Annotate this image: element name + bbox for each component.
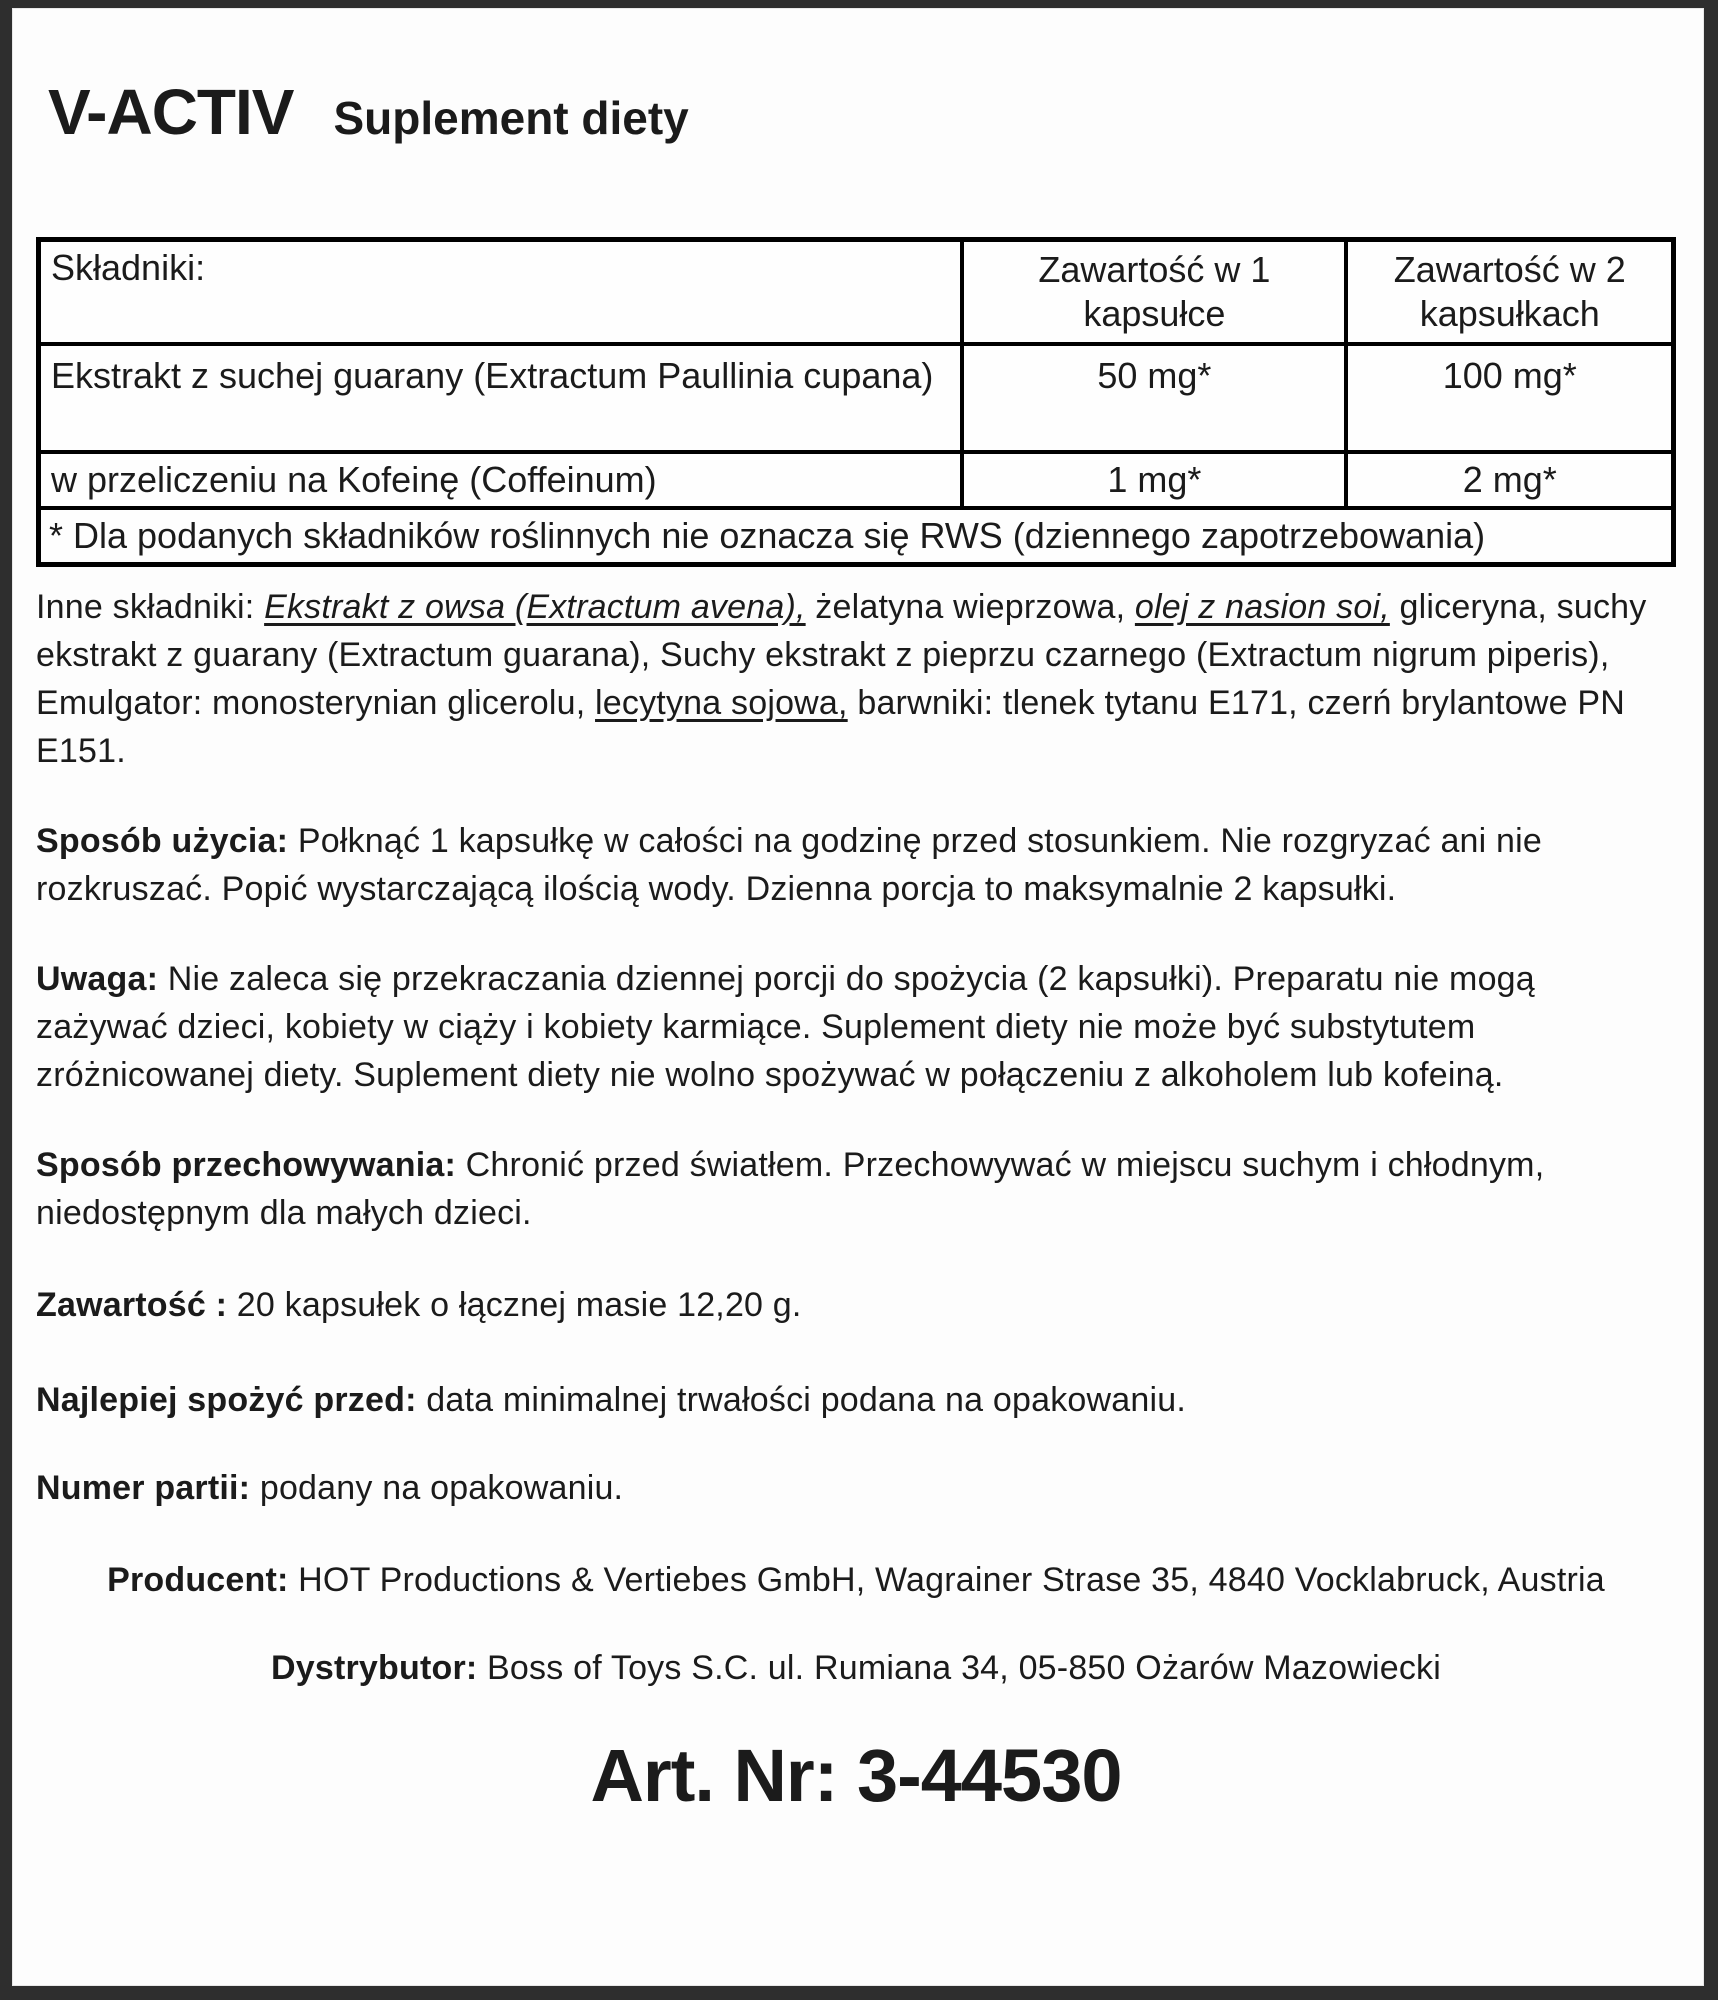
other-ingredients-paragraph — [36, 583, 1676, 775]
column-header-ingredients: Składniki: — [39, 240, 963, 345]
product-title: V-ACTIV — [48, 76, 294, 148]
contents-label: Zawartość : — [36, 1286, 228, 1324]
ingredient-amount-2: 2 mg* — [1346, 452, 1673, 508]
other-ingredients-middle-1: żelatyna wieprzowa, — [805, 588, 1135, 626]
warning-label: Uwaga: — [36, 960, 159, 998]
table-row-caffeine — [39, 452, 1674, 508]
distributor-label: Dystrybutor: — [270, 1649, 478, 1687]
producer-label: Producent: — [107, 1561, 289, 1599]
usage-label: Sposób użycia: — [36, 822, 289, 860]
ingredient-amount-1: 1 mg* — [962, 452, 1346, 508]
best-before-paragraph — [36, 1376, 1676, 1424]
batch-text: podany na opakowaniu. — [250, 1469, 624, 1507]
ingredient-name: w przeliczeniu na Kofeinę (Coffeinum) — [39, 452, 963, 508]
ingredient-name: Ekstrakt z suchej guarany (Extractum Paullinia cupana) — [39, 344, 963, 452]
other-ingredients-tail: barwniki: tlenek tytanu E171, czerń brylantowe PN E151. — [36, 684, 1625, 770]
producer-text: HOT Productions & Vertiebes GmbH, Wagrainer Strase 35, 4840 Vocklabruck, Austria — [288, 1561, 1605, 1599]
distributor-paragraph — [36, 1644, 1676, 1692]
usage-text: Połknąć 1 kapsułkę w całości na godzinę przed stosunkiem. Nie rozgryzać ani nie rozkruszać. Popić wystarczającą ilością wody. Dzienna porcja to maksymalnie 2 kapsułki. — [36, 822, 1543, 908]
batch-label: Numer partii: — [36, 1469, 251, 1507]
rws-footnote: * Dla podanych składników roślinnych nie oznacza się RWS (dziennego zapotrzebowania) — [39, 508, 1674, 565]
warning-text: Nie zaleca się przekraczania dziennej porcji do spożycia (2 kapsułki). Preparatu nie mogą zażywać dzieci, kobiety w ciąży i kobiety karmiące. Suplement diety nie może być substytutem zróżnicowanej diety. Suplement diety nie wolno spożywać w połączeniu z alkoholem lub kofeiną. — [36, 960, 1535, 1094]
article-number — [36, 1736, 1676, 1816]
article-number-label: Art. Nr: — [590, 1734, 838, 1817]
soy-lecithin-segment: lecytyna sojowa, — [595, 684, 848, 722]
other-ingredients-middle-2: gliceryna, suchy ekstrakt z guarany (Extractum guarana), Suchy ekstrakt z pieprzu czarnego (Extractum nigrum piperis), Emulgator: monosterynian glicerolu, — [36, 588, 1647, 722]
table-header-row — [39, 240, 1674, 345]
soy-oil-segment: olej z nasion soi, — [1134, 588, 1390, 626]
ingredient-amount-2: 100 mg* — [1346, 344, 1673, 452]
storage-text: Chronić przed światłem. Przechowywać w miejscu suchym i chłodnym, niedostępnym dla małych dzieci. — [36, 1146, 1545, 1232]
usage-paragraph — [36, 817, 1676, 913]
title-bar — [48, 76, 1676, 148]
best-before-text: data minimalnej trwałości podana na opakowaniu. — [416, 1381, 1186, 1419]
table-footnote-row — [39, 508, 1674, 565]
contents-paragraph — [36, 1281, 1676, 1329]
oat-extract-segment: Ekstrakt z owsa (Extractum avena), — [264, 588, 806, 626]
ingredients-table — [36, 237, 1676, 567]
best-before-label: Najlepiej spożyć przed: — [36, 1381, 417, 1419]
warning-paragraph — [36, 955, 1676, 1099]
product-subtitle: Suplement diety — [333, 92, 689, 144]
contents-text: 20 kapsułek o łącznej masie 12,20 g. — [227, 1286, 802, 1324]
distributor-text: Boss of Toys S.C. ul. Rumiana 34, 05-850 Ożarów Mazowiecki — [477, 1649, 1441, 1687]
column-header-per-1-capsule: Zawartość w 1 kapsułce — [962, 240, 1346, 345]
column-header-per-2-capsules: Zawartość w 2 kapsułkach — [1346, 240, 1673, 345]
other-ingredients-intro: Inne składniki: — [36, 588, 265, 626]
label-page — [12, 8, 1704, 1986]
ingredient-amount-1: 50 mg* — [962, 344, 1346, 452]
batch-paragraph — [36, 1464, 1676, 1512]
article-number-value: 3-44530 — [856, 1734, 1122, 1817]
storage-paragraph — [36, 1141, 1676, 1237]
storage-label: Sposób przechowywania: — [36, 1146, 457, 1184]
table-row-guarana — [39, 344, 1674, 452]
producer-paragraph — [36, 1556, 1676, 1604]
